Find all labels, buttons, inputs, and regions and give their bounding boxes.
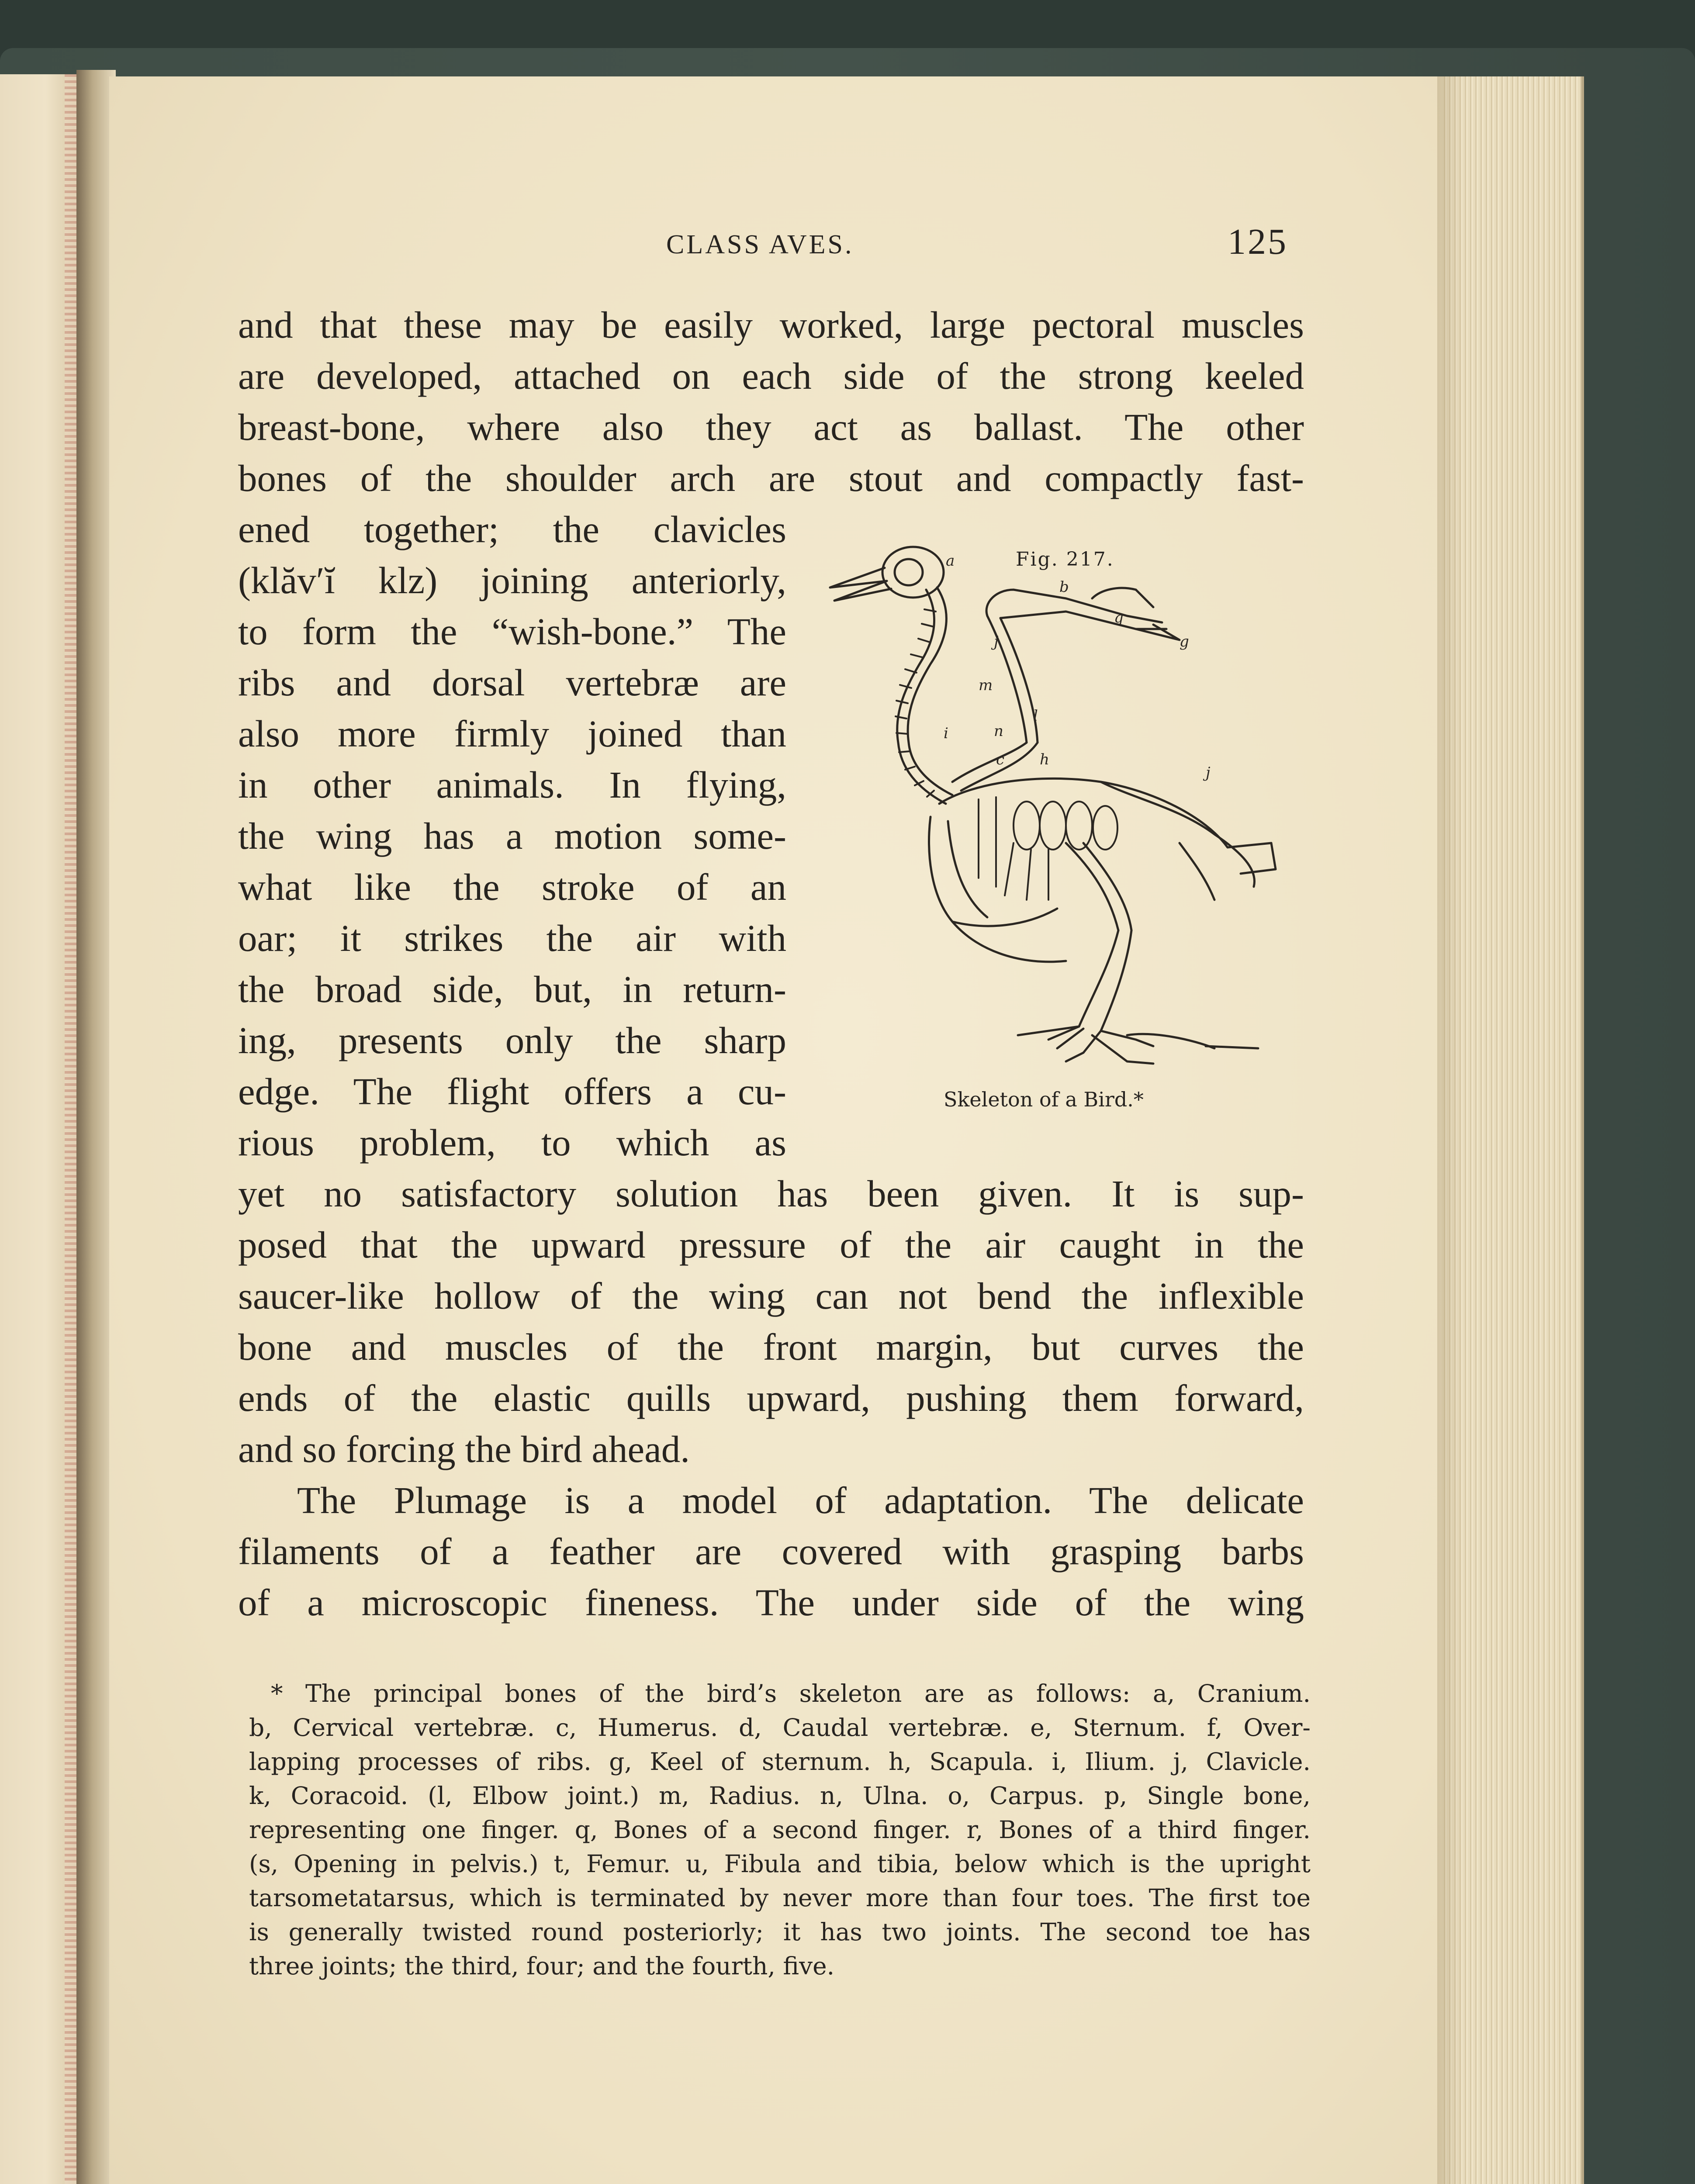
text-line: edge. The flight offers a cu- [238,1070,786,1113]
footnote-line: k, Coracoid. (l, Elbow joint.) m, Radius. n, Ulna. o, Carpus. p, Single bone, [249,1782,1311,1810]
text-line: (klăv′ĭ klz) joining anteriorly, [238,559,786,601]
text-line: saucer-like hollow of the wing can not bend the inflexible [238,1275,1304,1317]
svg-text:a: a [946,552,955,570]
footnote-line: tarsometatarsus, which is terminated by never more than four toes. The first toe [249,1884,1311,1912]
svg-text:m: m [979,677,993,694]
text-line: ends of the elastic quills upward, pushing them forward, [238,1377,1304,1419]
text-line: what like the stroke of an [238,866,786,908]
footnote-line: (s, Opening in pelvis.) t, Femur. u, Fibula and tibia, below which is the upright [249,1850,1311,1878]
text-line: The Plumage is a model of adaptation. The delicate [297,1479,1304,1521]
running-title: CLASS AVES. [666,230,854,259]
text-line: yet no satisfactory solution has been given. It is sup- [238,1172,1304,1215]
svg-text:c: c [996,751,1005,768]
text-line: posed that the upward pressure of the air caught in the [238,1223,1304,1266]
text-line: bone and muscles of the front margin, but curves the [238,1326,1304,1368]
text-line: ened together; the clavicles [238,508,786,550]
svg-text:l: l [1033,707,1038,725]
text-line: rious problem, to which as [238,1121,786,1164]
svg-text:h: h [1040,751,1049,768]
text-line: ing, presents only the sharp [238,1019,786,1061]
text-line: bones of the shoulder arch are stout and compactly fast- [238,457,1304,499]
svg-text:q: q [1114,609,1124,626]
text-line: also more firmly joined than [238,712,786,755]
text-line: and that these may be easily worked, large pectoral muscles [238,304,1304,346]
text-line: to form the “wish-bone.” The [238,610,786,653]
footnote-line: representing one finger. q, Bones of a second finger. r, Bones of a third finger. [249,1816,1311,1844]
svg-text:j: j [1206,764,1211,781]
footnote-line: is generally twisted round posteriorly; it has two joints. The second toe has [249,1918,1311,1946]
svg-text:b: b [1059,578,1069,596]
text-line: oar; it strikes the air with [238,917,786,959]
footnote-line: lapping processes of ribs. g, Keel of sternum. h, Scapula. i, Ilium. j, Clavicle. [249,1748,1311,1776]
svg-text:n: n [994,722,1003,740]
text-line: and so forcing the bird ahead. [238,1428,690,1470]
svg-text:j: j [994,633,999,650]
svg-text:g: g [1180,633,1189,650]
figure-label: Fig. 217. [1016,548,1114,570]
footnote-line: b, Cervical vertebræ. c, Humerus. d, Caudal vertebræ. e, Sternum. f, Over- [249,1714,1311,1742]
text-line: of a microscopic fineness. The under side of the wing [238,1581,1304,1624]
footnote-line: * The principal bones of the bird’s skeleton are as follows: a, Cranium. [271,1679,1311,1707]
text-line: are developed, attached on each side of the strong keeled [238,355,1304,397]
text-line: filaments of a feather are covered with grasping barbs [238,1530,1304,1572]
text-line: the wing has a motion some- [238,815,786,857]
figure-caption: Skeleton of a Bird.* [944,1088,1144,1111]
text-line: in other animals. In flying, [238,764,786,806]
bird-skeleton-figure [821,537,1284,1096]
svg-text:i: i [944,725,948,742]
footnote-line: three joints; the third, four; and the fourth, five. [249,1952,835,1980]
text-line: ribs and dorsal vertebræ are [238,661,786,704]
page-stack-shadow [1437,76,1463,2184]
text-line: the broad side, but, in return- [238,968,786,1010]
text-line: breast-bone, where also they act as ballast. The other [238,406,1304,448]
page-number: 125 [1228,221,1288,262]
